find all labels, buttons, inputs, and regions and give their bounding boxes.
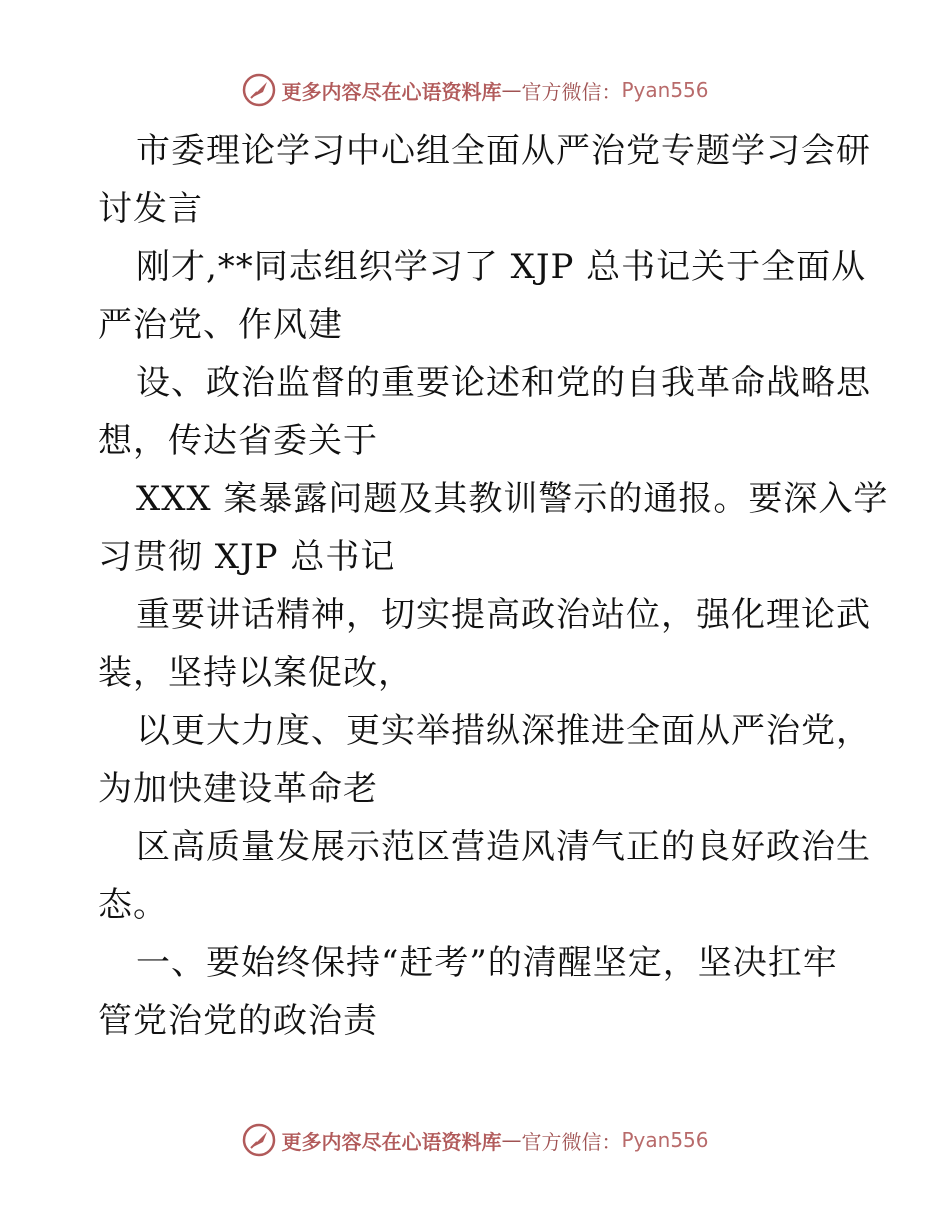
document-line: 讨发言 [98, 189, 203, 229]
document-line: 以更大力度、更实举措纵深推进全面从严治党， [136, 711, 871, 751]
document-line: XXX 案暴露问题及其教训警示的通报。要深入学 [136, 479, 889, 519]
watermark-sub-text: 官方微信： [521, 79, 622, 104]
document-line: 重要讲话精神，切实提高政治站位，强化理论武 [136, 595, 871, 635]
watermark-sub-text: 官方微信： [521, 1129, 622, 1154]
header-watermark [0, 70, 950, 110]
document-line: 设、政治监督的重要论述和党的自我革命战略思 [136, 363, 871, 403]
watermark-id-text: Pyan556 [621, 1128, 709, 1152]
document-line: 区高质量发展示范区营造风清气正的良好政治生 [136, 827, 871, 867]
watermark-separator: — [501, 1128, 522, 1152]
document-line: 为加快建设革命老 [98, 769, 378, 809]
document-line: 刚才,**同志组织学习了 XJP 总书记关于全面从 [136, 247, 867, 287]
document-line: 严治党、作风建 [98, 305, 343, 345]
document-line: 想，传达省委关于 [98, 421, 378, 461]
document-body [98, 122, 889, 1050]
watermark-main-text: 更多内容尽在心语资料库 [281, 1129, 502, 1154]
document-line: 习贯彻 XJP 总书记 [98, 537, 396, 577]
document-line: 一、要始终保持“赶考”的清醒坚定，坚决扛牢 [136, 943, 838, 983]
watermark-id-text: Pyan556 [621, 78, 709, 102]
watermark-separator: — [501, 78, 522, 102]
document-line: 管党治党的政治责 [98, 1001, 378, 1041]
quill-logo-icon [241, 72, 277, 108]
document-line: 态。 [98, 885, 168, 925]
document-line: 市委理论学习中心组全面从严治党专题学习会研 [136, 131, 871, 171]
watermark-main-text: 更多内容尽在心语资料库 [281, 79, 502, 104]
footer-watermark [0, 1120, 950, 1160]
document-line: 装，坚持以案促改， [98, 653, 413, 693]
quill-logo-icon [241, 1122, 277, 1158]
